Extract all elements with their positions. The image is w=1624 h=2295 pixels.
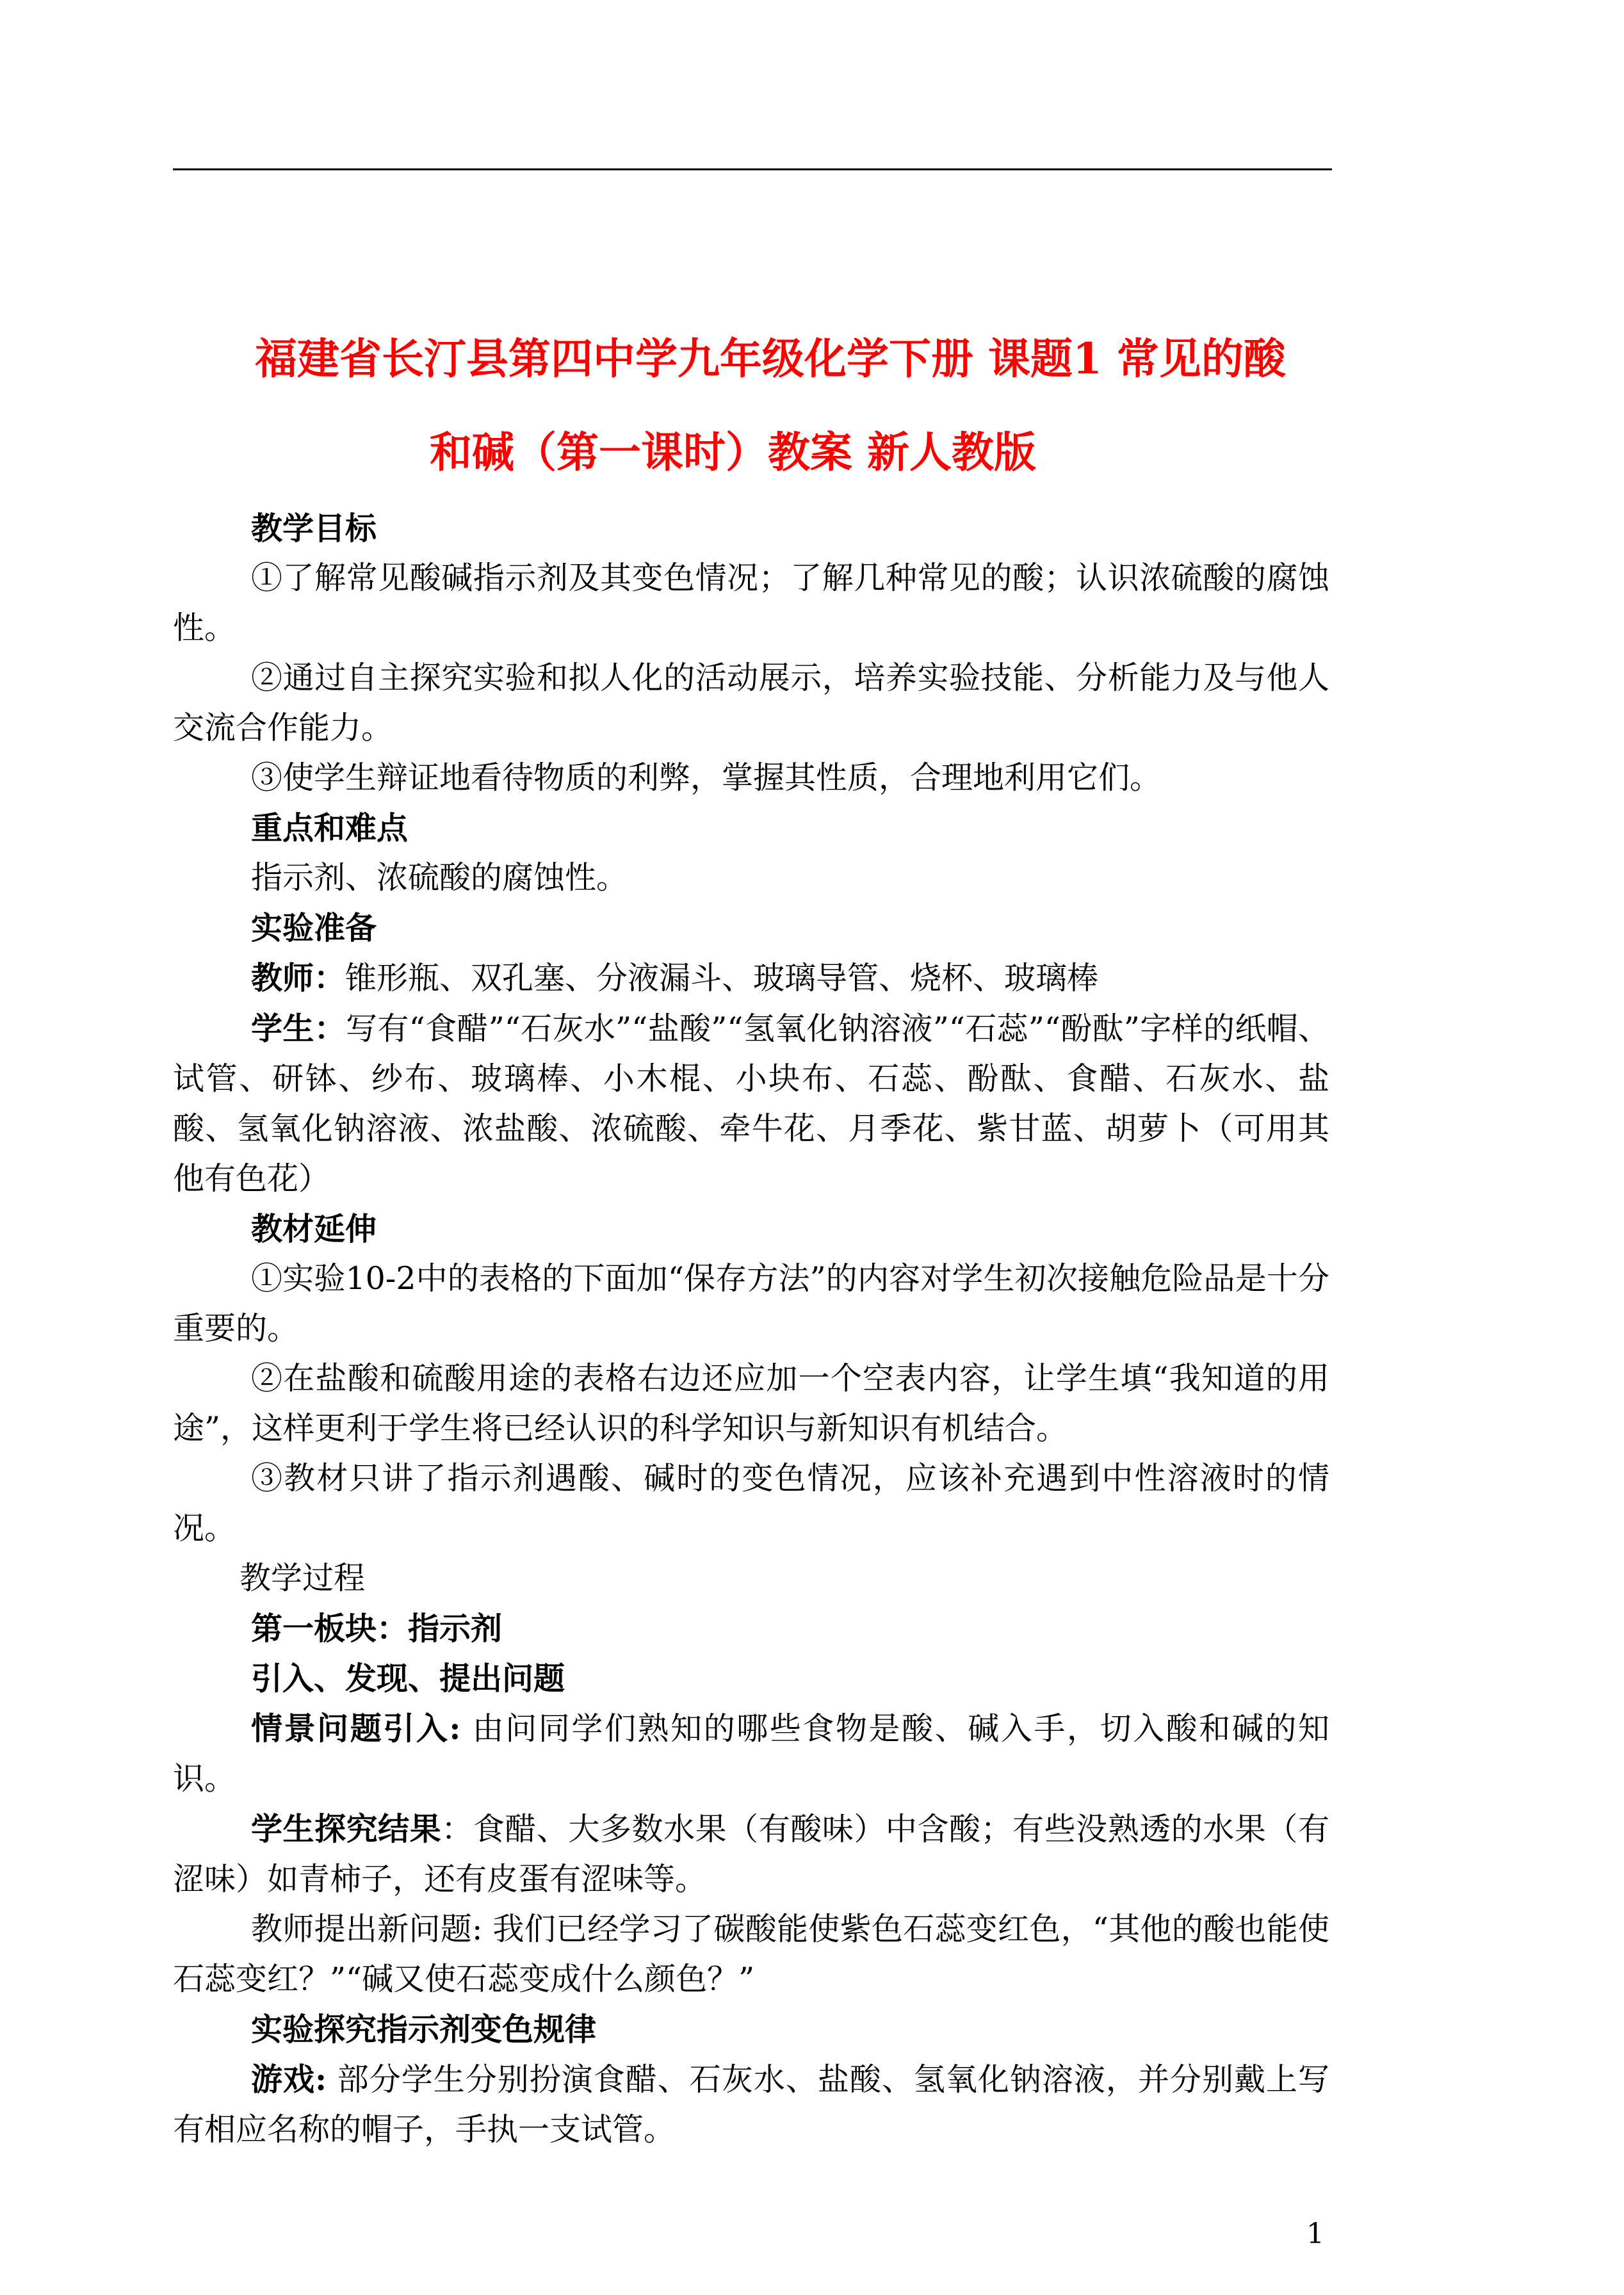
teacher-question: 教师提出新问题: 我们已经学习了碳酸能使紫色石蕊变红色，“其他的酸也能使石蕊变红？”“碱又使石蕊变成什么颜色？” (173, 1911, 1329, 1997)
result-label: 学生探究结果 (251, 1810, 442, 1847)
scene-intro (173, 1703, 1329, 1804)
section-heading-key-points: 重点和难点 (251, 809, 409, 847)
teacher-label: 教师： (251, 959, 346, 996)
teacher-materials-text: 锥形瓶、双孔塞、分液漏斗、玻璃导管、烧杯、玻璃棒 (345, 960, 1099, 996)
document-title-line-1: 福建省长汀县第四中学九年级化学下册 课题1 常见的酸 (255, 334, 1286, 384)
section-heading-preparation: 实验准备 (251, 909, 377, 946)
game-description (173, 2054, 1329, 2155)
scene-label: 情景问题引入: (251, 1710, 461, 1747)
section-heading-process: 教学过程 (240, 1560, 366, 1596)
result-text: ：食醋、大多数水果（有酸味）中含酸；有些没熟透的水果（有涩味）如青柿子，还有皮蛋有涩味等。 (173, 1811, 1329, 1897)
intro-heading: 引入、发现、提出问题 (251, 1660, 565, 1697)
document-title-line-2: 和碱（第一课时）教案 新人教版 (430, 427, 1036, 477)
student-materials (173, 1003, 1329, 1204)
game-label: 游戏: (251, 2061, 327, 2098)
extension-item-3: ③教材只讲了指示剂遇酸、碱时的变色情况，应该补充遇到中性溶液时的情况。 (173, 1460, 1329, 1546)
header-rule (173, 168, 1332, 170)
document-body (173, 503, 1329, 2155)
extension-item-1: ①实验10-2中的表格的下面加“保存方法”的内容对学生初次接触危险品是十分重要的。 (173, 1260, 1329, 1347)
student-result (173, 1804, 1329, 1904)
goal-item-1: ①了解常见酸碱指示剂及其变色情况；了解几种常见的酸；认识浓硫酸的腐蚀性。 (173, 560, 1329, 646)
scene-text: 由问同学们熟知的哪些食物是酸、碱入手，切入酸和碱的知识。 (173, 1710, 1329, 1797)
student-materials-text: 写有“食醋”“石灰水”“盐酸”“氢氧化钠溶液”“石蕊”“酚酞”字样的纸帽、试管、研钵、纱布、玻璃棒、小木棍、小块布、石蕊、酚酞、食醋、石灰水、盐酸、氢氧化钠溶液、浓盐酸、浓硫酸、牵牛花、月季花、紫甘蓝、胡萝卜（可用其他有色花） (173, 1010, 1329, 1197)
game-text: 部分学生分别扮演食醋、石灰水、盐酸、氢氧化钠溶液，并分别戴上写有相应名称的帽子，手执一支试管。 (173, 2061, 1329, 2148)
goal-item-3: ③使学生辩证地看待物质的利弊，掌握其性质，合理地利用它们。 (251, 759, 1162, 796)
extension-item-2: ②在盐酸和硫酸用途的表格右边还应加一个空表内容，让学生填“我知道的用途”，这样更利于学生将已经认识的科学知识与新知识有机结合。 (173, 1360, 1329, 1447)
explore-heading: 实验探究指示剂变色规律 (251, 2011, 597, 2048)
goal-item-2: ②通过自主探究实验和拟人化的活动展示，培养实验技能、分析能力及与他人交流合作能力。 (173, 660, 1329, 746)
key-points-text: 指示剂、浓硫酸的腐蚀性。 (251, 859, 628, 896)
student-label: 学生： (251, 1010, 346, 1047)
block-1-heading: 第一板块：指示剂 (251, 1610, 503, 1647)
teacher-materials (173, 953, 1329, 1003)
section-heading-extension: 教材延伸 (251, 1210, 377, 1247)
page-number: 1 (1306, 2218, 1324, 2250)
section-heading-goals: 教学目标 (251, 510, 377, 547)
